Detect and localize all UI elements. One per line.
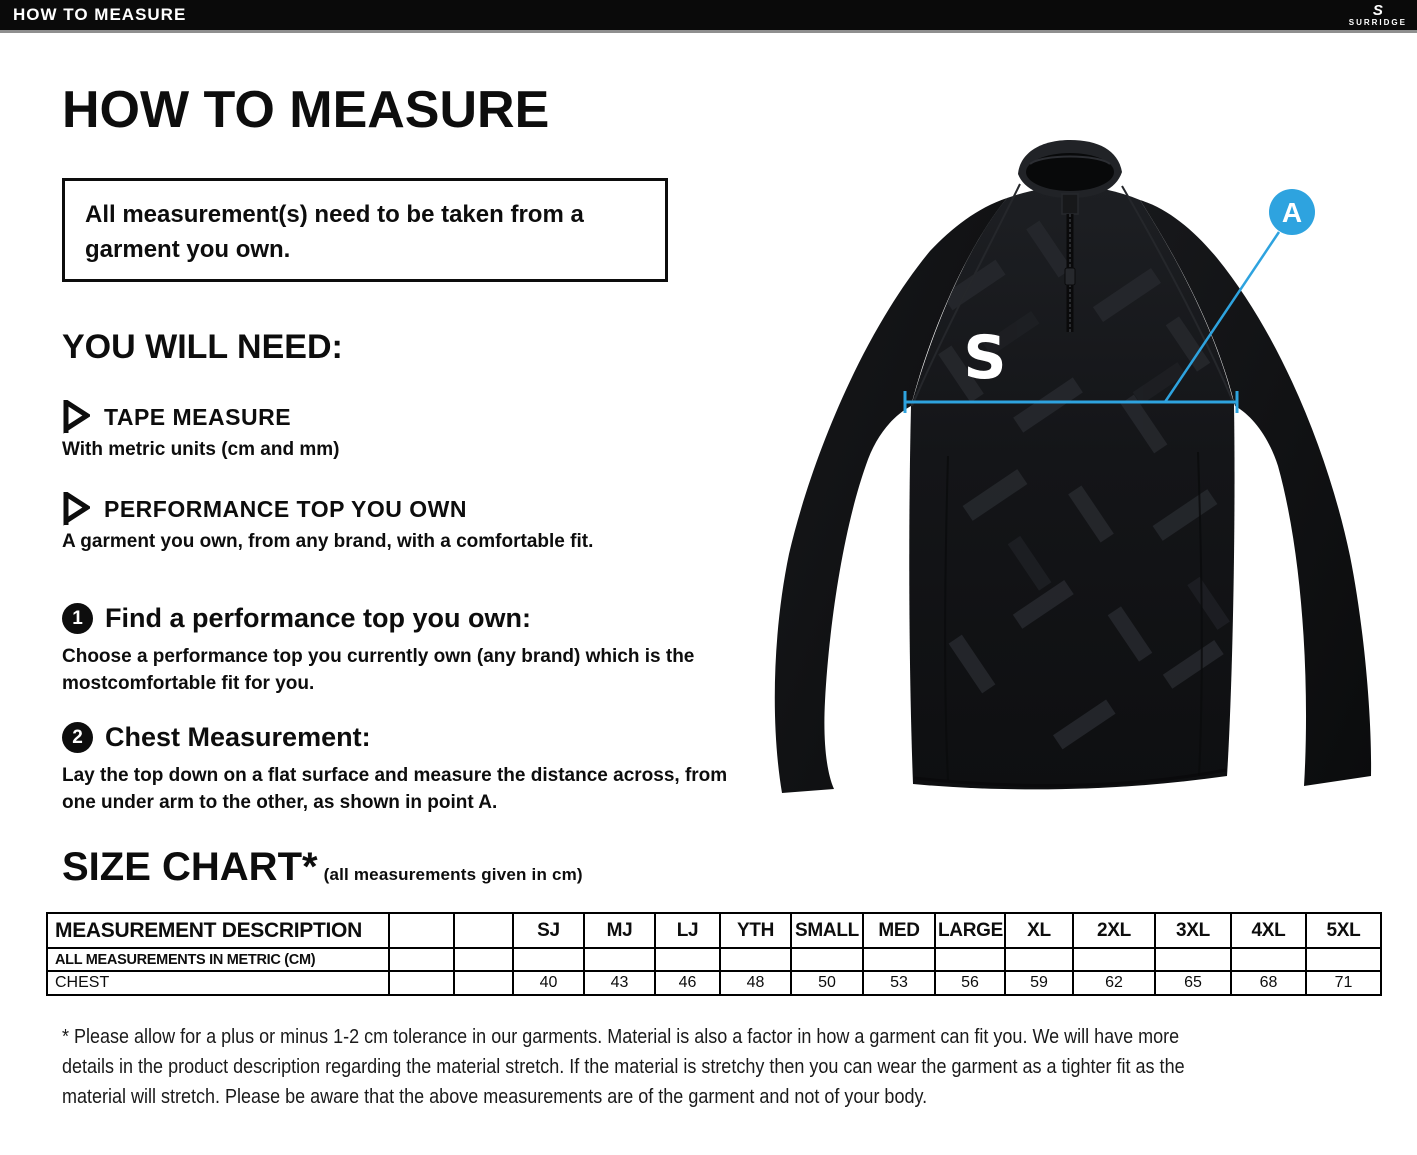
garment-diagram <box>762 36 1417 846</box>
column-header: SJ <box>513 913 584 948</box>
cell: 62 <box>1073 971 1155 995</box>
need-item-description: With metric units (cm and mm) <box>62 439 340 460</box>
column-header: 5XL <box>1306 913 1381 948</box>
page-title: HOW TO MEASURE <box>62 81 550 139</box>
cell <box>1155 948 1231 971</box>
cell: 56 <box>935 971 1005 995</box>
size-chart-table <box>46 912 1382 996</box>
size-chart-unit-note: (all measurements given in cm) <box>323 865 583 884</box>
row-label: CHEST <box>47 971 389 995</box>
zip-pull <box>1065 268 1075 285</box>
column-header: MJ <box>584 913 655 948</box>
garment-s-logo-icon: S <box>963 323 1007 393</box>
you-will-need-heading: YOU WILL NEED: <box>62 328 343 366</box>
size-chart-heading <box>62 845 583 890</box>
step-2 <box>62 722 757 816</box>
play-triangle-icon <box>62 492 90 526</box>
top-bar-title: HOW TO MEASURE <box>13 5 187 24</box>
cell <box>1231 948 1306 971</box>
column-header: MEASUREMENT DESCRIPTION <box>47 913 389 948</box>
step-title: Chest Measurement: <box>105 722 371 752</box>
step-number-badge: 2 <box>62 722 93 753</box>
note-text: All measurement(s) need to be taken from a garment you own. <box>85 201 584 263</box>
cell: 59 <box>1005 971 1073 995</box>
column-header <box>454 913 513 948</box>
column-header <box>389 913 454 948</box>
cell <box>1073 948 1155 971</box>
cell <box>389 948 454 971</box>
need-item-performance-top <box>62 492 593 553</box>
note-box <box>62 178 668 282</box>
cell <box>1005 948 1073 971</box>
column-header: LARGE <box>935 913 1005 948</box>
cell: 53 <box>863 971 935 995</box>
cell <box>655 948 720 971</box>
marker-a-label: A <box>1281 197 1303 228</box>
cell <box>791 948 863 971</box>
cell: 46 <box>655 971 720 995</box>
table-row <box>47 948 1381 971</box>
step-number-badge: 1 <box>62 603 93 634</box>
cell: 65 <box>1155 971 1231 995</box>
column-header: 2XL <box>1073 913 1155 948</box>
cell: 43 <box>584 971 655 995</box>
surridge-logo <box>1349 3 1417 27</box>
need-item-label: PERFORMANCE TOP YOU OWN <box>104 495 467 522</box>
top-bar <box>0 0 1417 33</box>
cell: 68 <box>1231 971 1306 995</box>
column-header: LJ <box>655 913 720 948</box>
surridge-s-icon: S <box>1372 2 1383 19</box>
cell <box>584 948 655 971</box>
cell: 71 <box>1306 971 1381 995</box>
footnote-line: tighter fit as the material will stretch. Please be aware that the above measurements are of the garment and not of your body. <box>62 1056 1185 1108</box>
step-title: Find a performance top you own: <box>105 603 532 633</box>
cell: 48 <box>720 971 791 995</box>
column-header: 3XL <box>1155 913 1231 948</box>
need-item-tape-measure <box>62 400 339 461</box>
step-description: Choose a performance top you currently own (any brand) which is the mostcomfortable fit for you. <box>62 646 695 694</box>
performance-top-image <box>762 36 1417 846</box>
step-1 <box>62 603 702 697</box>
table-header-row <box>47 913 1381 948</box>
table-row <box>47 971 1381 995</box>
cell <box>454 971 513 995</box>
footnote-line: more details in the product description regarding the material stretch. If the material is stretchy then you can wear the garment as a <box>62 1026 1180 1078</box>
footnote <box>62 1022 1214 1112</box>
need-item-label: TAPE MEASURE <box>104 403 292 430</box>
zip-garage <box>1062 194 1078 214</box>
step-description: Lay the top down on a flat surface and measure the distance across, from one under arm to the other, as shown in point A. <box>62 765 728 813</box>
size-chart-title: SIZE CHART* <box>62 845 318 889</box>
cell <box>1306 948 1381 971</box>
row-label: ALL MEASUREMENTS IN METRIC (CM) <box>47 948 389 971</box>
play-triangle-icon <box>62 400 90 434</box>
cell <box>935 948 1005 971</box>
cell <box>389 971 454 995</box>
cell <box>863 948 935 971</box>
column-header: XL <box>1005 913 1073 948</box>
column-header: 4XL <box>1231 913 1306 948</box>
cell: 50 <box>791 971 863 995</box>
need-item-description: A garment you own, from any brand, with a comfortable fit. <box>62 531 594 552</box>
column-header: YTH <box>720 913 791 948</box>
footnote-line: * Please allow for a plus or minus 1-2 cm tolerance in our garments. Material is also a factor in how a garment can fit you. We will have <box>62 1026 1134 1048</box>
cell <box>720 948 791 971</box>
cell <box>513 948 584 971</box>
cell: 40 <box>513 971 584 995</box>
column-header: MED <box>863 913 935 948</box>
column-header: SMALL <box>791 913 863 948</box>
surridge-wordmark: SURRIDGE <box>1348 18 1407 27</box>
cell <box>454 948 513 971</box>
